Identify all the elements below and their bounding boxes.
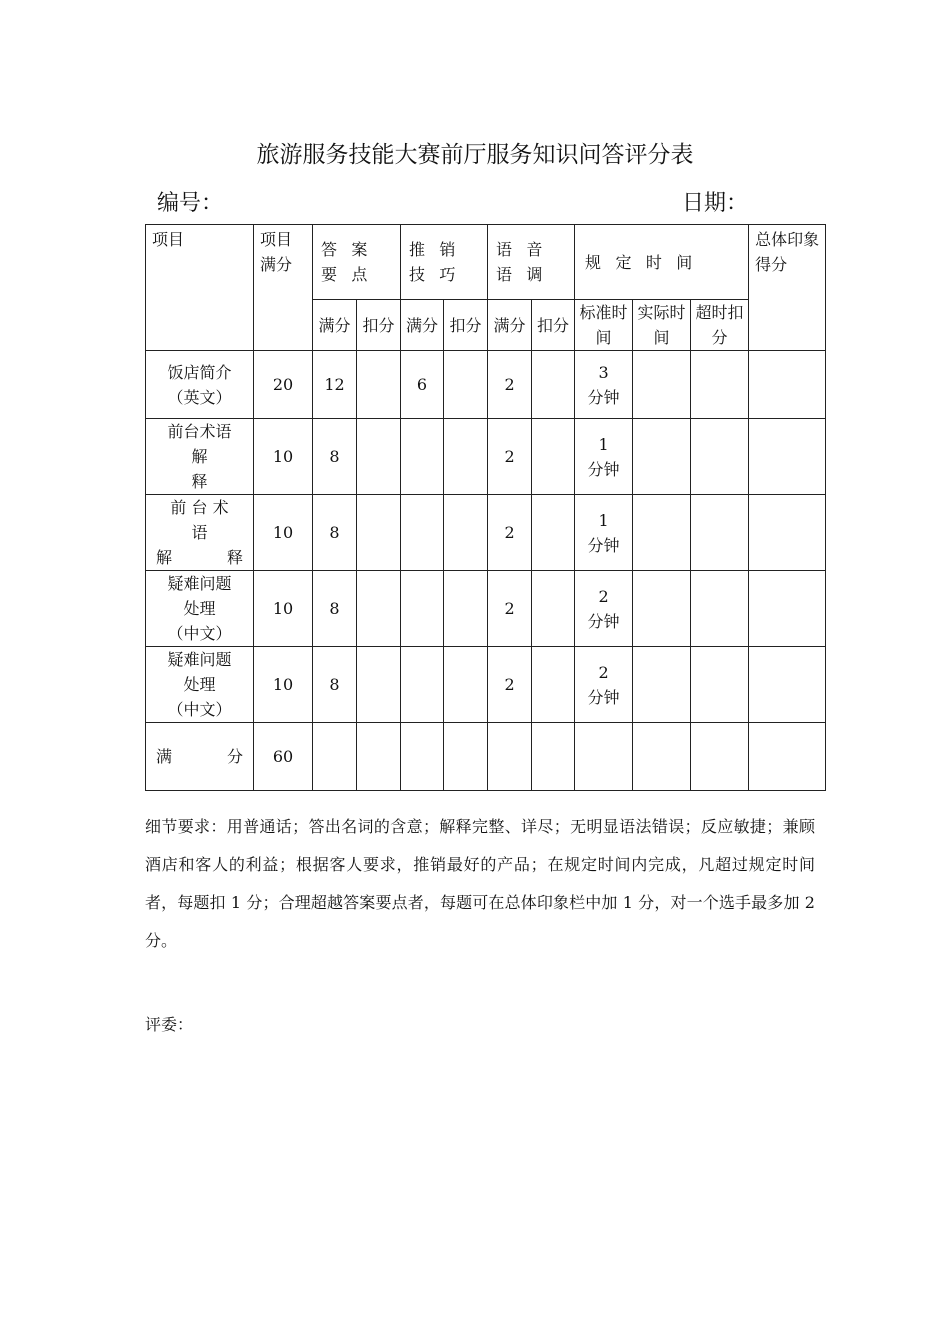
row-name: 疑难问题 处理 （中文） [146, 647, 254, 723]
row-voice: 2 [488, 647, 532, 723]
requirements-note: 细节要求：用普通话；答出名词的含意；解释完整、详尽；无明显语法错误；反应敏捷；兼顾酒店和客人的利益；根据客人要求，推销最好的产品；在规定时间内完成，凡超过规定时间者，每题扣 1 分；合理超越答案要点者，每题可在总体印象栏中加 1 分，对一个选手最多加 2 分。 [145, 817, 815, 950]
number-label: 编号： [157, 191, 224, 216]
header-std-time: 标准时间 [575, 300, 633, 351]
row-voice: 2 [488, 419, 532, 495]
row-name: 前 台 术 语 解 释 [146, 495, 254, 571]
row-std-time: 2 分钟 [575, 571, 633, 647]
row-full: 10 [254, 495, 313, 571]
score-table [145, 224, 826, 791]
header-item: 项目 [146, 225, 254, 351]
row-answer: 8 [313, 571, 357, 647]
header-full-2: 满分 [401, 300, 444, 351]
table-row [146, 351, 826, 419]
row-full: 20 [254, 351, 313, 419]
header-item-full: 项目满分 [254, 225, 313, 351]
table-row [146, 419, 826, 495]
date-label: 日期： [682, 191, 749, 216]
header-full-3: 满分 [488, 300, 532, 351]
header-overtime-deduct: 超时扣分 [691, 300, 749, 351]
header-overall: 总体印象得分 [749, 225, 826, 351]
row-answer: 12 [313, 351, 357, 419]
header-sales-skills: 推销技巧 [401, 225, 488, 300]
header-row-1 [146, 225, 826, 300]
row-voice: 2 [488, 351, 532, 419]
row-answer: 8 [313, 495, 357, 571]
table-row [146, 571, 826, 647]
header-deduct-3: 扣分 [532, 300, 575, 351]
total-row [146, 723, 826, 791]
page-title: 旅游服务技能大赛前厅服务知识问答评分表 [256, 142, 694, 168]
header-answer-points: 答案要点 [313, 225, 401, 300]
row-name: 饭店简介 （英文） [146, 351, 254, 419]
row-full: 10 [254, 419, 313, 495]
row-full: 10 [254, 647, 313, 723]
header-deduct-1: 扣分 [357, 300, 401, 351]
table-row [146, 495, 826, 571]
row-sales: 6 [401, 351, 444, 419]
row-answer: 8 [313, 647, 357, 723]
header-intonation: 语音语调 [488, 225, 575, 300]
row-std-time: 1 分钟 [575, 495, 633, 571]
row-std-time: 1 分钟 [575, 419, 633, 495]
header-full-1: 满分 [313, 300, 357, 351]
row-name: 疑难问题 处理 （中文） [146, 571, 254, 647]
table-row [146, 647, 826, 723]
row-answer: 8 [313, 419, 357, 495]
row-voice: 2 [488, 495, 532, 571]
row-voice: 2 [488, 571, 532, 647]
total-full: 60 [254, 723, 313, 791]
row-full: 10 [254, 571, 313, 647]
header-deduct-2: 扣分 [444, 300, 488, 351]
header-actual-time: 实际时间 [633, 300, 691, 351]
row-name: 前台术语 解 释 [146, 419, 254, 495]
header-time-limit: 规定时间 [575, 225, 749, 300]
row-std-time: 3 分钟 [575, 351, 633, 419]
total-label: 满 分 [146, 723, 254, 791]
judge-label: 评委： [145, 1015, 194, 1034]
row-std-time: 2 分钟 [575, 647, 633, 723]
